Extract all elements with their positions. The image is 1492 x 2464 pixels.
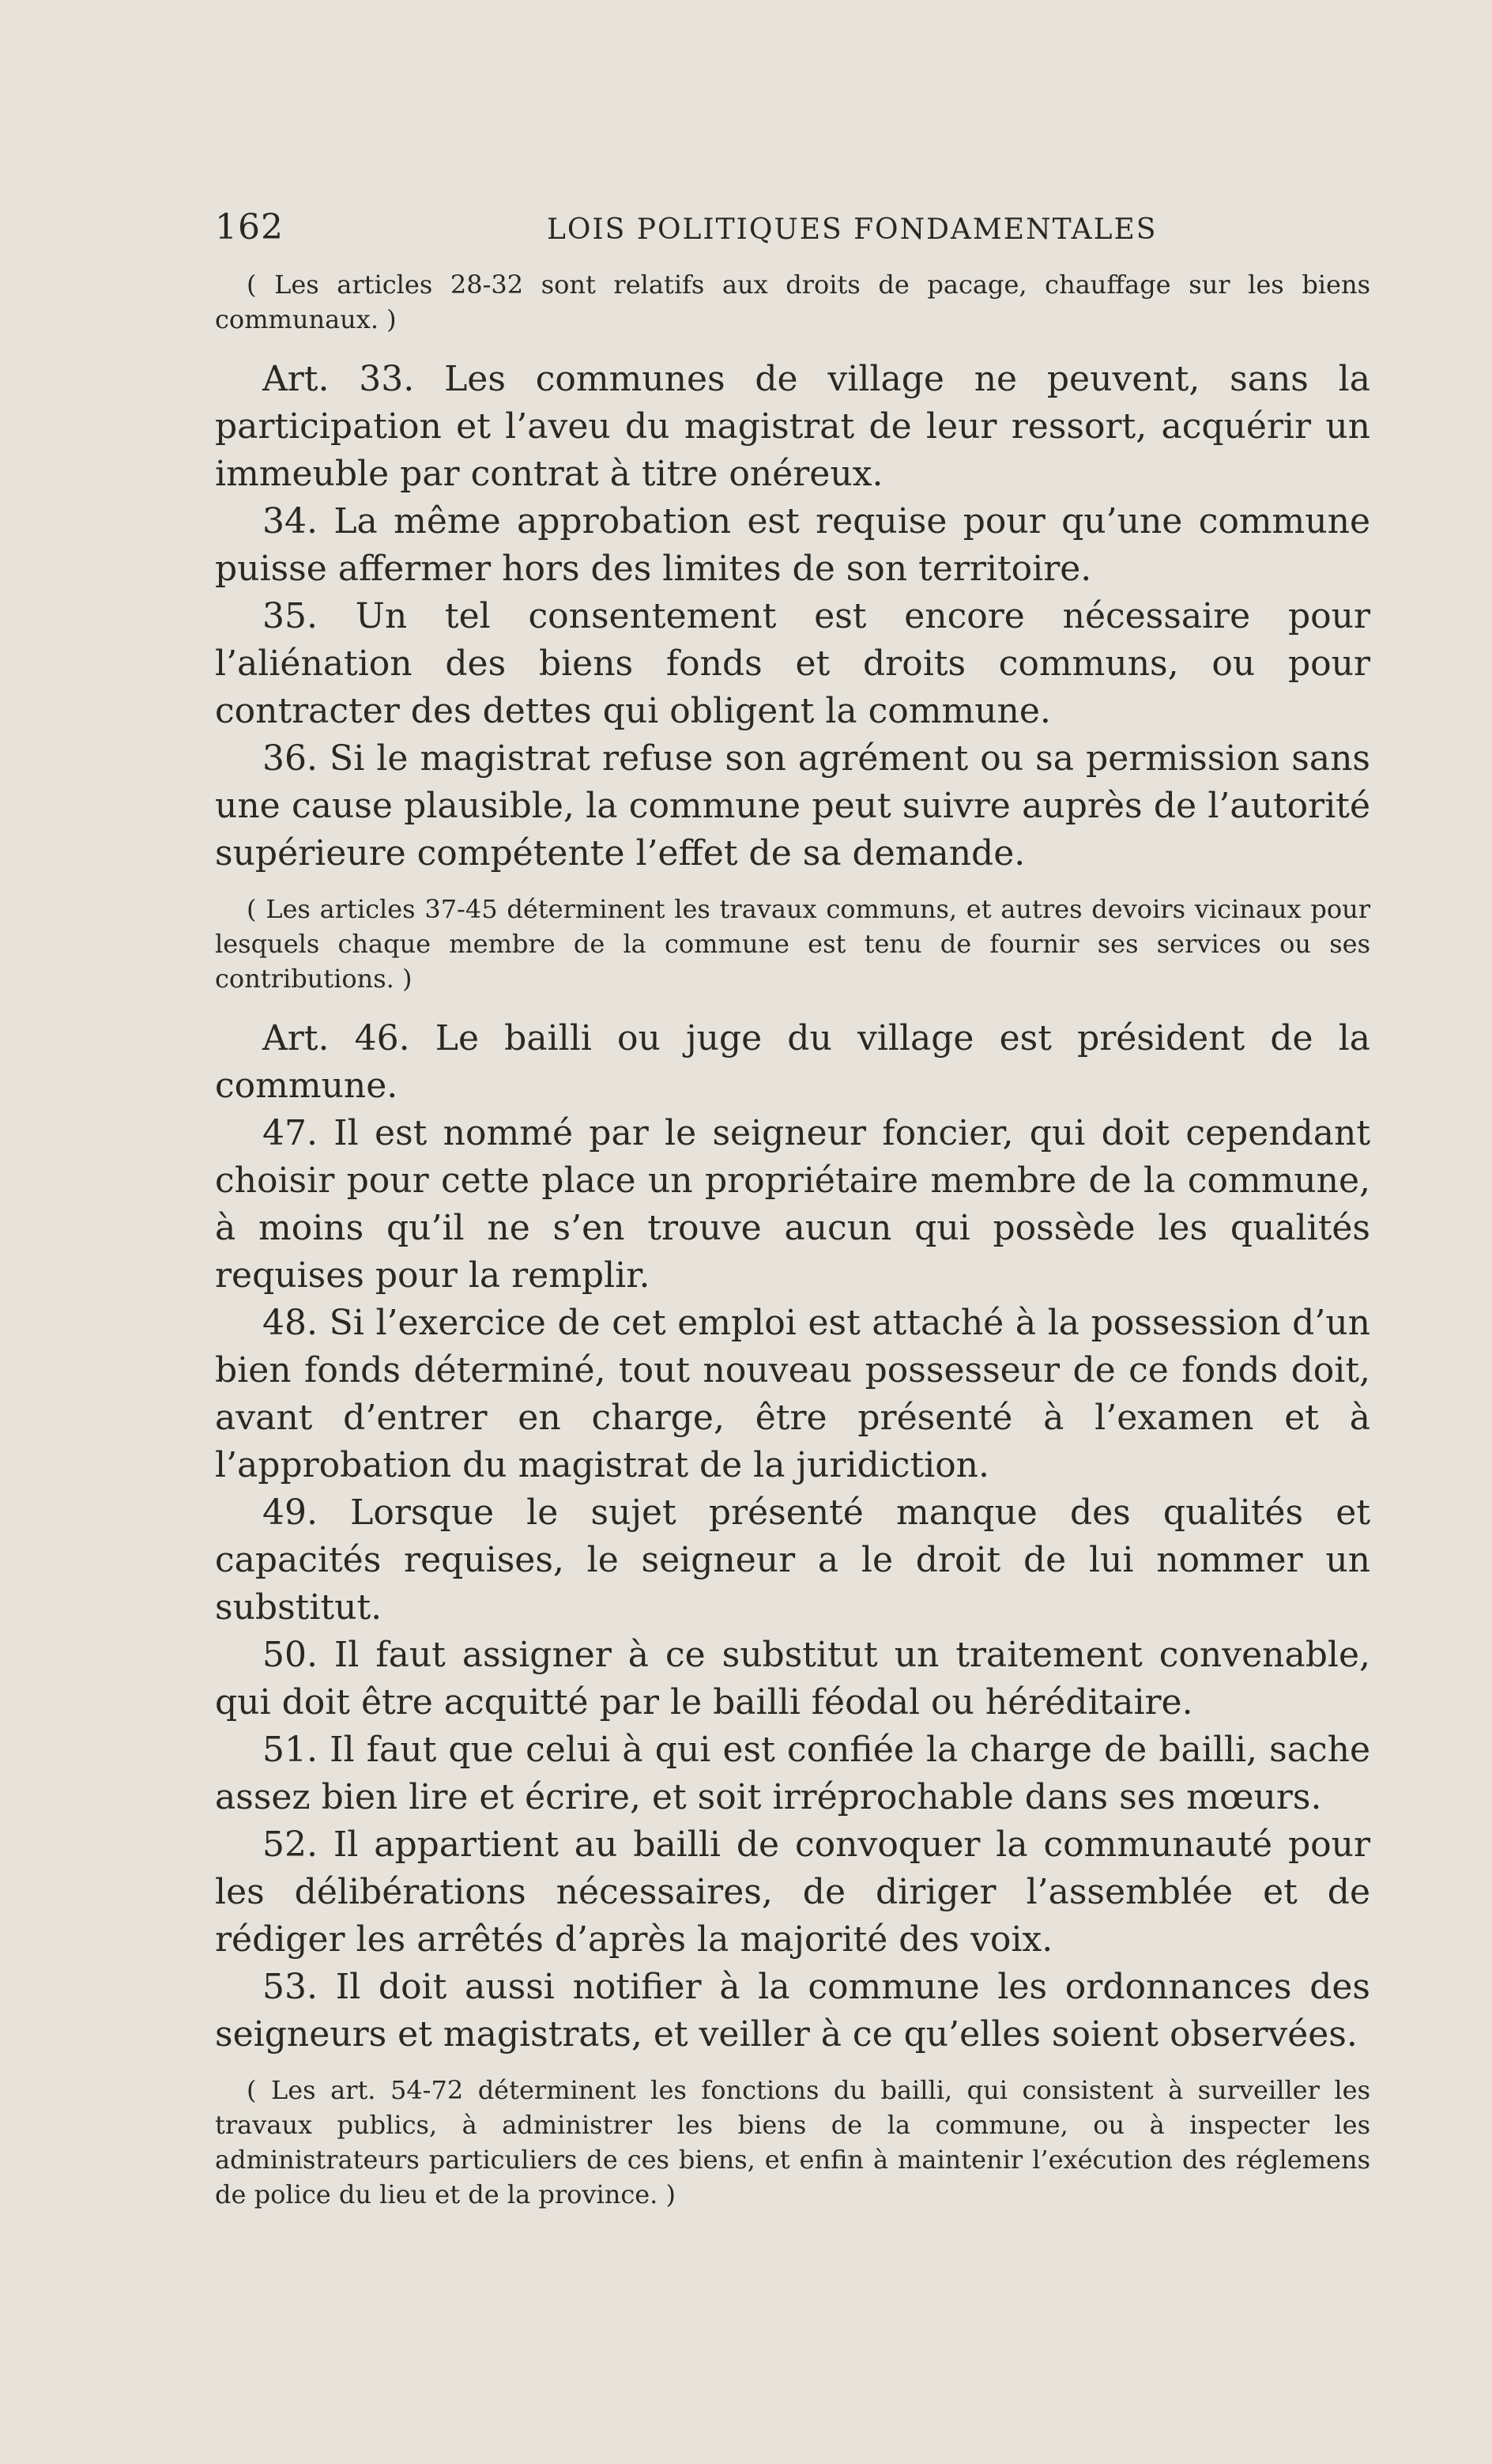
running-header xyxy=(215,207,1370,262)
article-51: 51. Il faut que celui à qui est confiée la charge de bailli, sache assez bien lire et écrire, et soit irréprochable dans ses mœurs. xyxy=(215,1730,1370,1817)
article-33: Art. 33. Les communes de village ne peuvent, sans la participation et l’aveu du magistrat de leur ressort, acquérir un immeuble par contrat à titre onéreux. xyxy=(215,359,1370,494)
article-35: 35. Un tel consentement est encore nécessaire pour l’aliénation des biens fonds et droits communs, ou pour contracter des dettes qui obligent la commune. xyxy=(215,596,1370,731)
article-46: Art. 46. Le bailli ou juge du village est président de la commune. xyxy=(215,1018,1370,1106)
editorial-note: ( Les articles 37-45 déterminent les travaux communs, et autres devoirs vicinaux pour lesquels chaque membre de la commune est tenu de fournir ses services ou ses contributions. ) xyxy=(215,894,1370,994)
article-52: 52. Il appartient au bailli de convoquer la communauté pour les délibérations nécessaires, de diriger l’assemblée et de rédiger les arrêtés d’après la majorité des voix. xyxy=(215,1824,1370,1960)
editorial-note: ( Les art. 54-72 déterminent les fonctions du bailli, qui consistent à surveiller les travaux publics, à administrer les biens de la commune, ou à inspecter les administrateurs particuliers de ces biens, et enfin à maintenir l’exécution des réglemens de police du lieu et de la province. ) xyxy=(215,2075,1370,2209)
article-47: 47. Il est nommé par le seigneur foncier, qui doit cependant choisir pour cette place un propriétaire membre de la commune, à moins qu’il ne s’en trouve aucun qui possède les qualités requises pour la remplir. xyxy=(215,1113,1370,1296)
article-50: 50. Il faut assigner à ce substitut un traitement convenable, qui doit être acquitté par le bailli féodal ou héréditaire. xyxy=(215,1635,1370,1723)
article-36: 36. Si le magistrat refuse son agrément ou sa permission sans une cause plausible, la commune peut suivre auprès de l’autorité supérieure compétente l’effet de sa demande. xyxy=(215,738,1370,874)
article-48: 48. Si l’exercice de cet emploi est attaché à la possession d’un bien fonds déterminé, tout nouveau possesseur de ce fonds doit, avant d’entrer en charge, être présenté à l’examen et à l’approbation du magistrat de la juridiction. xyxy=(215,1303,1370,1485)
page-number: 162 xyxy=(215,207,284,247)
article-34: 34. La même approbation est requise pour qu’une commune puisse affermer hors des limites de son territoire. xyxy=(215,501,1370,589)
running-title: LOIS POLITIQUES FONDAMENTALES xyxy=(547,213,1158,246)
article-49: 49. Lorsque le sujet présenté manque des qualités et capacités requises, le seigneur a le droit de lui nommer un substitut. xyxy=(215,1492,1370,1628)
text-block xyxy=(215,207,1370,2231)
editorial-note: ( Les articles 28-32 sont relatifs aux droits de pacage, chauffage sur les biens communaux. ) xyxy=(215,270,1370,334)
article-53: 53. Il doit aussi notifier à la commune les ordonnances des seigneurs et magistrats, et veiller à ce qu’elles soient observées. xyxy=(215,1967,1370,2055)
